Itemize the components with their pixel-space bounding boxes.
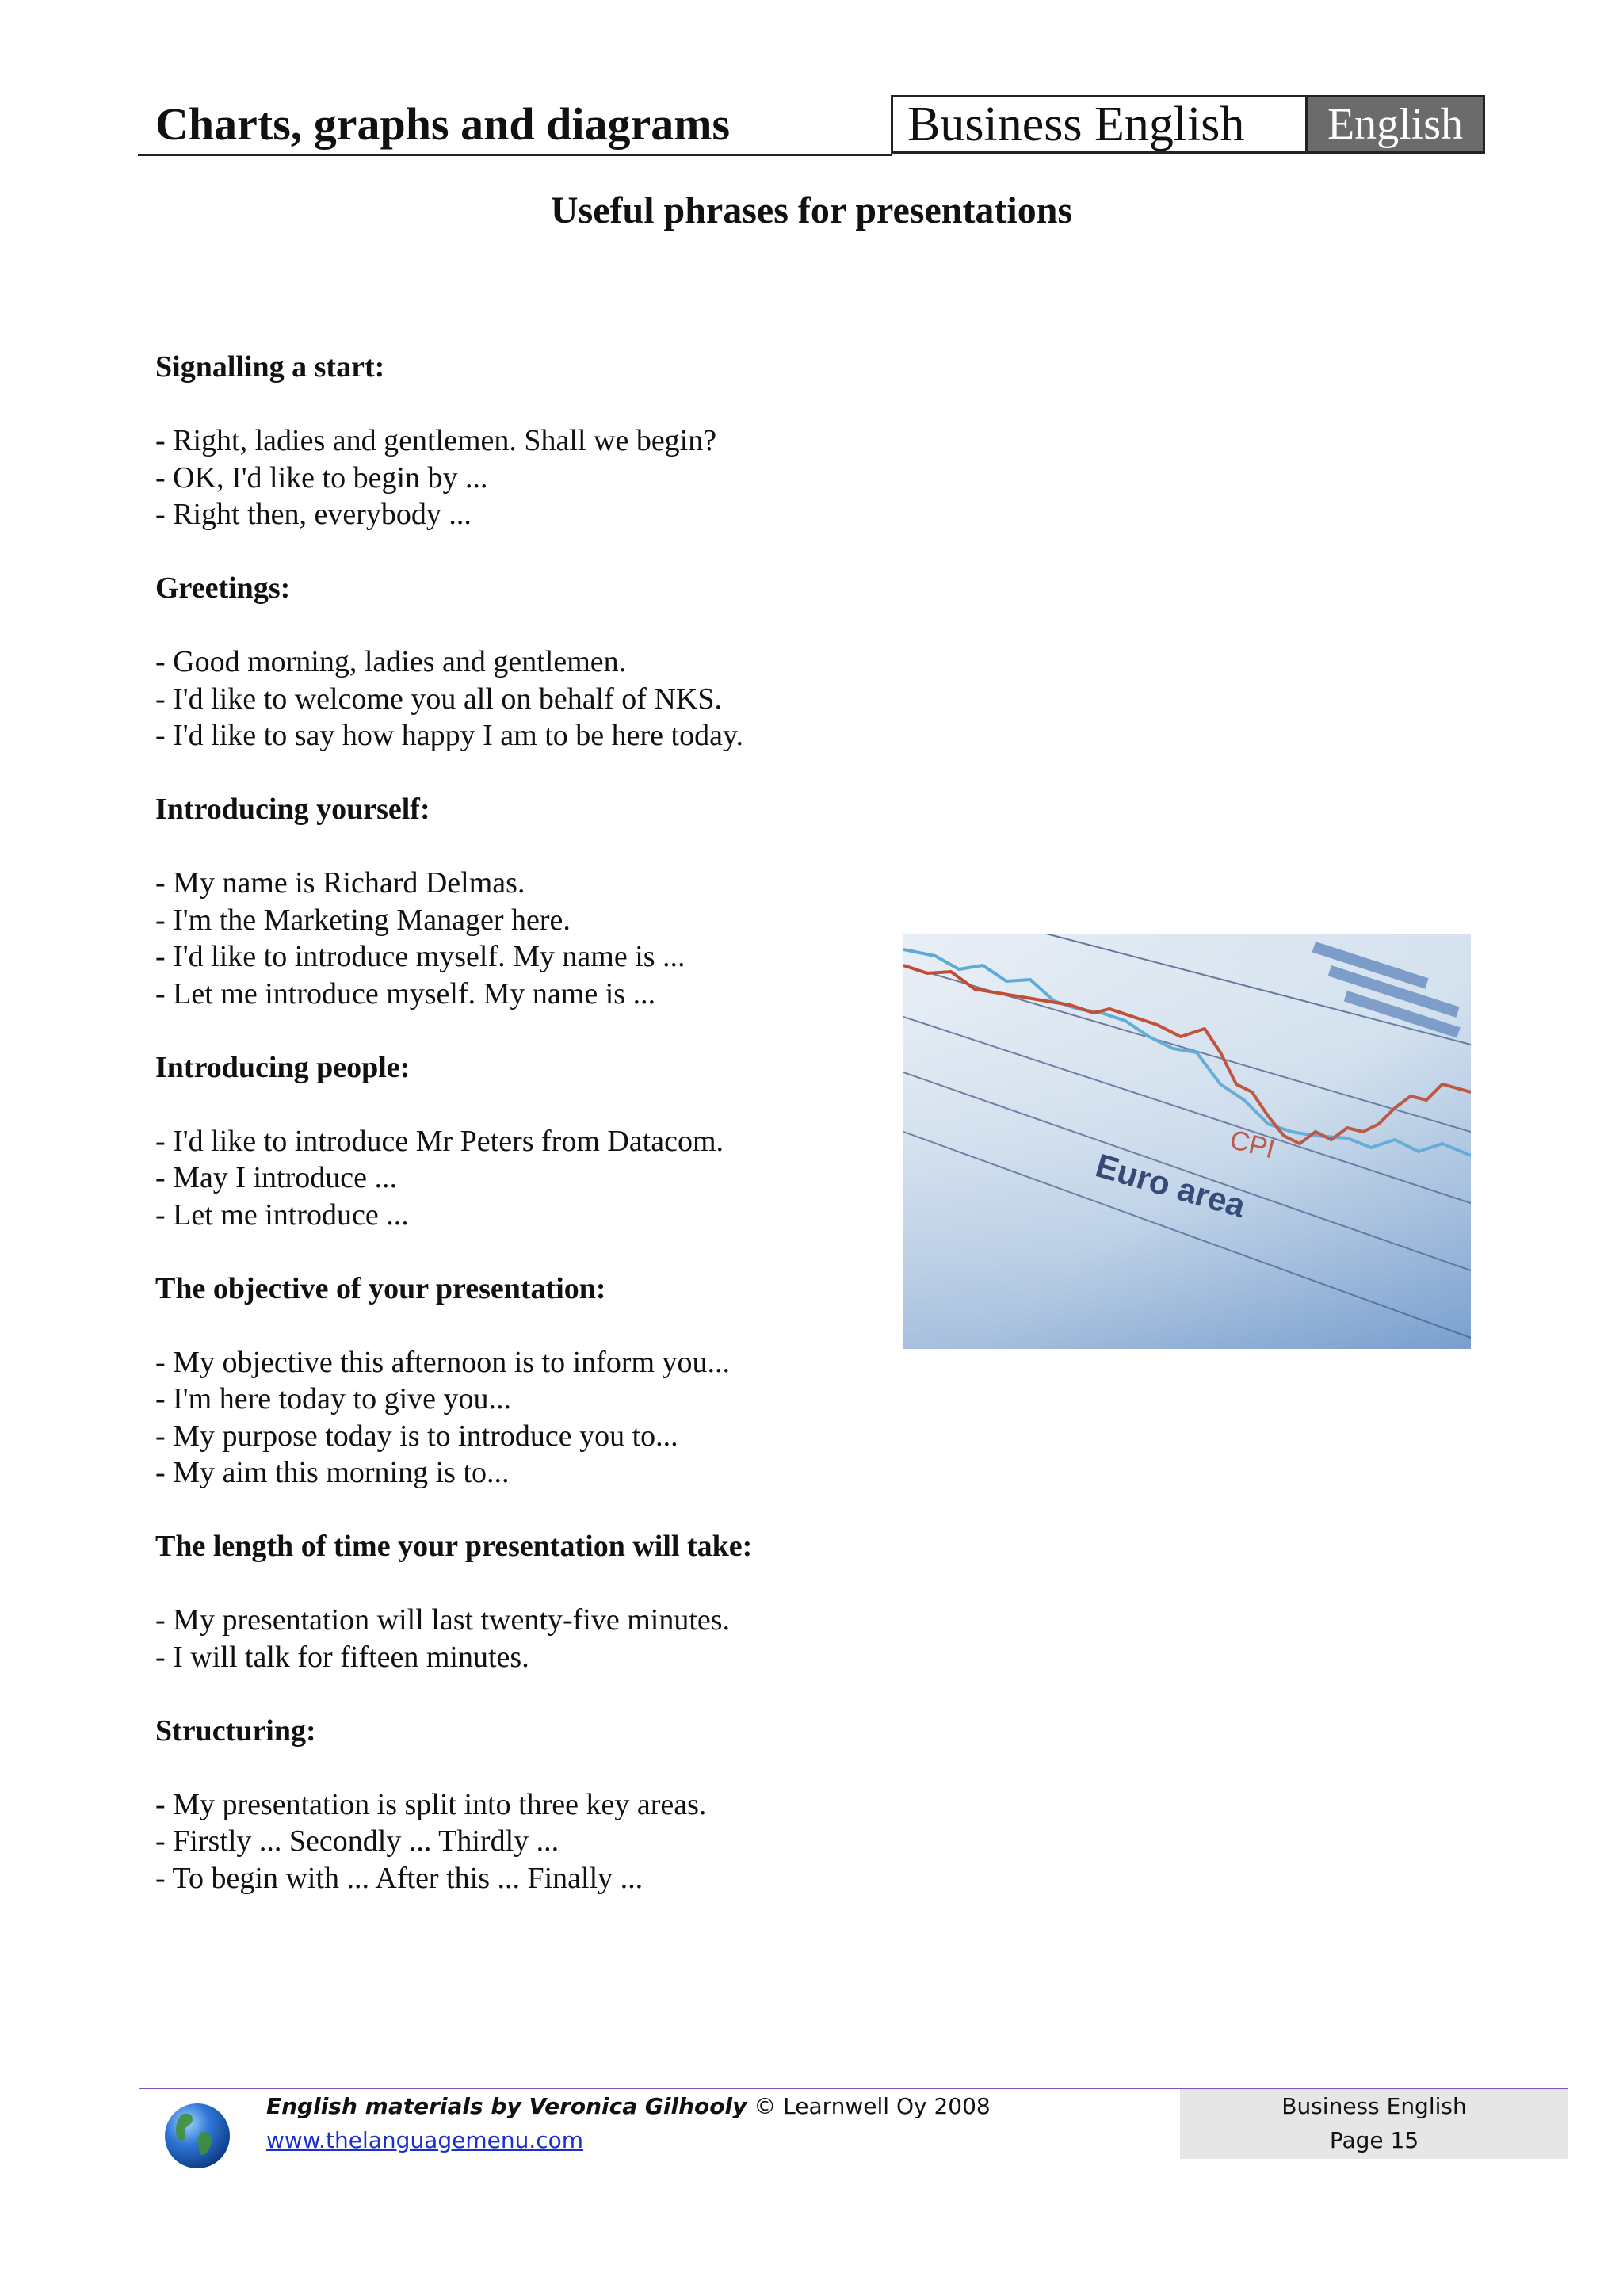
- section-gap: [155, 1565, 869, 1603]
- phrase-line: - Right, ladies and gentlemen. Shall we begin?: [155, 424, 717, 457]
- section-title: Signalling a start:: [155, 350, 385, 384]
- phrase-line: - Let me introduce myself. My name is ...: [155, 976, 656, 1010]
- section-gap: [155, 1749, 869, 1786]
- section-gap: [155, 828, 869, 865]
- section-title: Introducing people:: [155, 1050, 411, 1084]
- footer-author: English materials by Veronica Gilhooly: [266, 2093, 747, 2119]
- footer-website-link[interactable]: www.thelanguagemenu.com: [266, 2127, 584, 2153]
- section-gap: [155, 1307, 869, 1344]
- header-business-english-box: Business English: [891, 95, 1308, 154]
- phrase-line: - May I introduce ...: [155, 1161, 397, 1194]
- footer-copyright: © Learnwell Oy 2008: [747, 2093, 991, 2119]
- section-title: The length of time your presentation will take:: [155, 1530, 753, 1563]
- header-title: Charts, graphs and diagrams: [155, 98, 731, 150]
- page-header: [138, 95, 1485, 154]
- phrase-line: - My aim this morning is to...: [155, 1456, 510, 1489]
- section-gap: [155, 533, 869, 571]
- footer-course: Business English: [1281, 2093, 1467, 2119]
- phrase-line: - OK, I'd like to begin by ...: [155, 460, 488, 495]
- phrase-line: - Right then, everybody ...: [155, 498, 472, 531]
- phrase-line: - I'm the Marketing Manager here.: [155, 903, 571, 937]
- phrase-line: - My presentation is split into three key areas.: [155, 1787, 707, 1821]
- section-title: Structuring:: [155, 1713, 316, 1748]
- phrase-line: - Good morning, ladies and gentlemen.: [155, 645, 627, 678]
- footer-page-number: Page 15: [1329, 2127, 1419, 2153]
- phrase-line: - My purpose today is to introduce you to...: [155, 1419, 678, 1453]
- phrase-line: - I'd like to welcome you all on behalf of NKS.: [155, 682, 722, 716]
- phrase-line: - I'd like to introduce myself. My name is ...: [155, 940, 685, 973]
- section-gap: [155, 607, 869, 644]
- header-rule: [138, 154, 892, 156]
- chart-photo: [903, 934, 1471, 1349]
- phrase-line: - Let me introduce ...: [155, 1198, 409, 1232]
- footer-credits: [266, 2089, 991, 2157]
- phrase-line: - I'd like to introduce Mr Peters from Datacom.: [155, 1124, 724, 1158]
- phrases-content: [155, 349, 869, 1897]
- phrase-line: - I'm here today to give you...: [155, 1382, 512, 1415]
- section-gap: [155, 1492, 869, 1529]
- globe-icon: [165, 2103, 230, 2168]
- chart-photo-image: [903, 934, 1471, 1349]
- footer-author-line: [266, 2089, 991, 2123]
- phrase-line: - Firstly ... Secondly ... Thirdly ...: [155, 1824, 559, 1858]
- footer-page-box: [1180, 2089, 1568, 2159]
- section-title: The objective of your presentation:: [155, 1271, 606, 1305]
- section-gap: [155, 755, 869, 792]
- section-gap: [155, 386, 869, 423]
- page-heading: Useful phrases for presentations: [550, 189, 1073, 231]
- section-title: Greetings:: [155, 571, 291, 605]
- phrase-line: - I will talk for fifteen minutes.: [155, 1640, 529, 1674]
- phrase-line: - My objective this afternoon is to inform you...: [155, 1345, 731, 1379]
- section-gap: [155, 1086, 869, 1123]
- phrase-line: - My presentation will last twenty-five minutes.: [155, 1603, 731, 1637]
- phrase-line: - My name is Richard Delmas.: [155, 866, 525, 900]
- section-title: Introducing yourself:: [155, 793, 430, 826]
- header-english-tag: English: [1308, 95, 1485, 154]
- section-gap: [155, 1012, 869, 1049]
- phrase-line: - I'd like to say how happy I am to be here today.: [155, 719, 744, 752]
- section-gap: [155, 1233, 869, 1270]
- phrase-line: - To begin with ... After this ... Finally ...: [155, 1861, 643, 1895]
- section-gap: [155, 1675, 869, 1713]
